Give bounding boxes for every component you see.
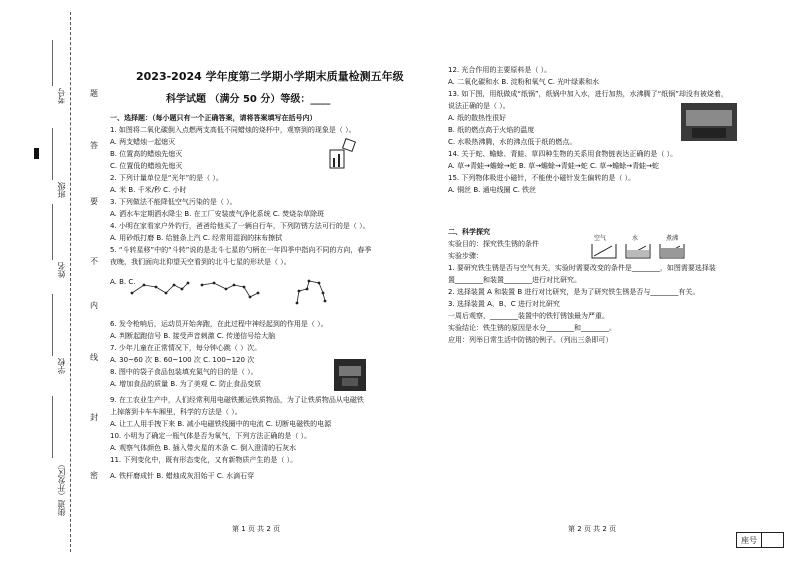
question-line: A. 纸的散热性很好 — [448, 114, 507, 122]
question-line: C. 水吸热沸腾，水的沸点低于纸的燃点。 — [448, 138, 577, 146]
seat-number-box[interactable] — [736, 532, 784, 548]
question-line: 一周后观察，________装置中的铁钉锈蚀最为严重。 — [448, 312, 609, 320]
seal-char: 线 — [90, 353, 98, 362]
question-line: 上掉落到卡车车厢里，科学的方法是（ ）。 — [110, 408, 242, 416]
question-line: 5. “斗转星移”中的“斗转”说的是北斗七星的勺柄在一年四季中指向不同的方向，春季 — [110, 246, 372, 254]
section-heading: 一、选择题：（每小题只有一个正确答案，请将答案填写在括号内） — [110, 114, 317, 122]
question-line: 置________和装置________进行对比研究。 — [448, 276, 581, 284]
question-line: 11. 下列变化中，既有形态变化，又有新物质产生的是（ ）。 — [110, 456, 298, 464]
question-line: C. 位置低的蜡烛先熄灭 — [110, 162, 183, 170]
question-line: A. 二氧化碳和水 B. 淀粉和氧气 C. 光叶绿素和水 — [448, 78, 600, 86]
question-line: 7. 少年儿童在正常情况下，每分钟心跳（ ）次。 — [110, 344, 262, 352]
question-line: 3. 选择装置 A、B、C 进行对比研究 — [448, 300, 560, 308]
question-line: A. 两支蜡烛一起熄灭 — [110, 138, 176, 146]
question-line: A. 用砂纸打磨 B. 给链条上汽 C. 经常用湿润的抹布擦拭 — [110, 234, 283, 242]
question-line: 实验结论：铁生锈的原因是水分________和________。 — [448, 324, 616, 332]
class-label: 班级 — [57, 182, 66, 198]
seal-line — [70, 12, 71, 552]
food-bag-image — [333, 358, 367, 392]
seal-char: 封 — [90, 413, 98, 422]
question-line: 1. 如图将二氧化碳倒入点燃两支高低不同蜡烛的烧杯中，观察到的现象是（ ）。 — [110, 126, 356, 134]
question-line: 4. 小明在家看家户外钓行，爸爸给他买了一辆自行车，下列防锈方法可行的是（ ）。 — [110, 222, 370, 230]
question-line: A. 判断起跑信号 B. 接受声音刺激 C. 传递信号给大脑 — [110, 332, 276, 340]
question-line: 9. 在工农业生产中，人们经常利用电磁铁搬运铁质物品，为了让铁质物品从电磁铁 — [110, 396, 364, 404]
question-line: A. 米 B. 千米/秒 C. 小时 — [110, 186, 187, 194]
paper-pot-image — [680, 102, 738, 142]
experiment-setup-figure — [590, 232, 690, 262]
question-line: A. 增加食品的质量 B. 为了美观 C. 防止食品变质 — [110, 380, 262, 388]
binding-marker — [34, 148, 39, 159]
setup-label-boiled: 煮沸 — [666, 235, 679, 242]
seat-number-label: 座号 — [741, 536, 757, 545]
question-line: 2. 下列计量单位是“光年”的是（ ）。 — [110, 174, 223, 182]
dipper-shape-b — [200, 279, 260, 305]
page-1-footer: 第 1 页 共 2 页 — [232, 525, 281, 533]
seal-char: 要 — [90, 197, 98, 206]
question-line: 13. 如下图，用纸做成“纸锅”，纸锅中加入水，进行加热，水沸腾了“纸锅”却没有被烧着， — [448, 90, 728, 98]
question-line: 6. 发令枪响后，运动员开始奔跑，在此过程中神经起到的作用是（ ）。 — [110, 320, 328, 328]
question-line: B. 位置高的蜡烛先熄灭 — [110, 150, 183, 158]
name-field[interactable] — [52, 204, 53, 260]
section-heading: 二、科学探究 — [448, 228, 490, 236]
district-field[interactable] — [52, 396, 53, 458]
question-line: A. 洒水车定期洒水降尘 B. 在工厂安装废气净化系统 C. 焚烧杂草除斑 — [110, 210, 325, 218]
setup-label-air: 空气 — [594, 235, 607, 242]
seal-char: 题 — [90, 89, 98, 98]
seal-char: 答 — [90, 141, 98, 150]
dipper-shape-a — [130, 277, 190, 307]
question-line: A. 30~60 次 B. 60~100 次 C. 100~120 次 — [110, 356, 255, 364]
question-line: A. 铁杆磨成针 B. 蜡烛成灰泪始干 C. 水滴石穿 — [110, 472, 255, 480]
seal-char: 内 — [90, 301, 98, 310]
question-line: A. 铜丝 B. 通电线圈 C. 铁丝 — [448, 186, 537, 194]
question-line: 2. 选择装置 A 和装置 B 进行对比研究，是为了研究铁生锈是否与________有关。 — [448, 288, 700, 296]
district-label: 街道（开发区） — [57, 460, 66, 516]
exam-subtitle: 科学试题 （满分 50 分）等级：____ — [166, 94, 331, 105]
question-line: 夜晚，我们面向北仰望天空看到的北斗七星的形状是（ ）。 — [110, 258, 291, 266]
class-field[interactable] — [52, 128, 53, 180]
name-label: 姓名 — [57, 262, 66, 278]
question-line: 12. 光合作用的主要原料是（ ）。 — [448, 66, 552, 74]
exam-title: 2023-2024 学年度第二学期小学期末质量检测五年级 — [136, 70, 404, 83]
question-line: A. 草→青蛙→蟾蜍→蛇 B. 草→蟾蜍→青蛙→蛇 C. 草→蟾蜍→青蛙→蛇 — [448, 162, 659, 170]
question-line: 15. 下列物体吸进小磁针，不能使小磁针发生偏转的是（ ）。 — [448, 174, 636, 182]
page-2-footer: 第 2 页 共 2 页 — [568, 525, 617, 533]
question-line: 实验步骤： — [448, 252, 483, 260]
question-line: 14. 关于蛇、蟾蜍、青蛙、草四种生物的关系用食物链表达正确的是（ ）。 — [448, 150, 678, 158]
binding-margin — [0, 0, 100, 561]
candle-beaker-figure — [328, 138, 362, 172]
question-line: 应用：列举日常生活中防锈的例子。（列出三条即可） — [448, 336, 613, 344]
question-line: 8. 图中的袋子食品包装填充氮气的目的是（ ）。 — [110, 368, 258, 376]
question-line: 1. 要研究铁生锈是否与空气有关，实验时需要改变的条件是________，如图需要选择装 — [448, 264, 716, 272]
question-line: A. B. C. — [110, 278, 136, 286]
seal-char: 不 — [90, 257, 98, 266]
school-label: 学校 — [57, 358, 66, 374]
setup-label-water: 水 — [632, 235, 639, 242]
question-line: 10. 小明为了确定一瓶气体是否为氧气，下列方法正确的是（ ）。 — [110, 432, 312, 440]
question-line: A. 观察气体颜色 B. 插入带火星的木条 C. 倒入澄清的石灰水 — [110, 444, 297, 452]
question-line: 说法正确的是（ ）。 — [448, 102, 510, 110]
school-field[interactable] — [52, 294, 53, 356]
exam-number-label: 考号 — [57, 88, 66, 104]
dipper-shape-c — [293, 277, 329, 307]
exam-number-field[interactable] — [52, 40, 53, 86]
question-line: 3. 下列做法不能降低空气污染的是（ ）。 — [110, 198, 237, 206]
question-line: B. 纸的燃点高于火焰的温度 — [448, 126, 535, 134]
question-line: A. 让工人用手拽下来 B. 减小电磁铁线圈中的电流 C. 切断电磁铁的电源 — [110, 420, 332, 428]
question-line: 实验目的：探究铁生锈的条件 — [448, 240, 539, 248]
seal-char: 密 — [90, 471, 98, 480]
